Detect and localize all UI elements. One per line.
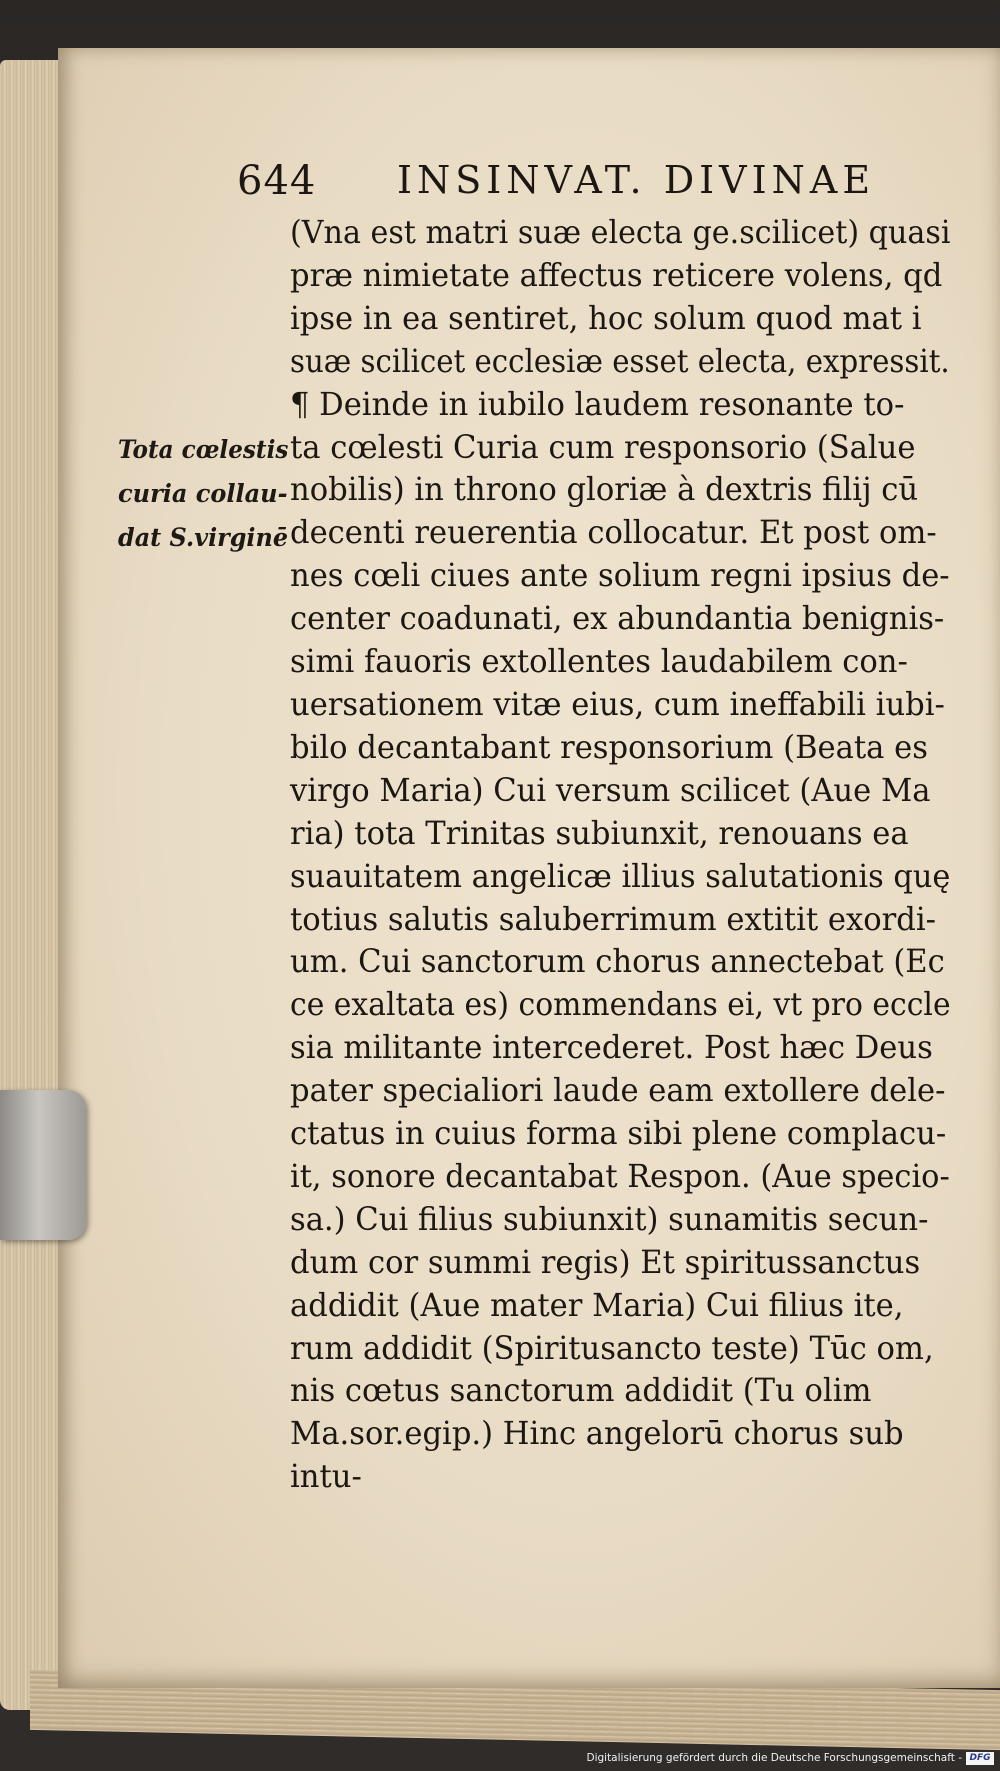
body-text xyxy=(290,212,970,1499)
text-line: simi fauoris extollentes laudabilem con- xyxy=(290,644,908,681)
text-line: ipse in ea sentiret, hoc solum quod mat i xyxy=(290,300,922,337)
text-line: totius salutis saluberrimum extitit exordi- xyxy=(290,901,936,938)
text-line: center coadunati, ex abundantia benignis- xyxy=(290,601,945,638)
text-line: virgo Maria) Cui versum scilicet (Aue Ma xyxy=(290,772,931,809)
digitization-credit xyxy=(586,1749,994,1767)
text-line: ce exaltata es) commendans ei, vt pro eccle xyxy=(290,987,951,1024)
text-line: intu- xyxy=(290,1459,362,1496)
credit-text: Digitalisierung gefördert durch die Deutsche Forschungsgemeinschaft - xyxy=(586,1752,962,1764)
page-header xyxy=(237,158,917,218)
text-line: nes cœli ciues ante solium regni ipsius de- xyxy=(290,558,950,595)
text-line: decenti reuerentia collocatur. Et post om- xyxy=(290,515,937,552)
text-line: suæ scilicet ecclesiæ esset electa, expressit. xyxy=(290,343,950,380)
text-line: ria) tota Trinitas subiunxit, renouans ea xyxy=(290,815,909,852)
dfg-logo: DFG xyxy=(966,1752,994,1765)
margin-note-line: Tota cœlestis xyxy=(118,435,289,464)
text-line: præ nimietate affectus reticere volens, qd xyxy=(290,257,943,294)
text-line: suauitatem angelicæ illius salutationis quę xyxy=(290,858,951,895)
text-line: ctatus in cuius forma sibi plene complacu- xyxy=(290,1116,947,1153)
text-line: pater specialiori laude eam extollere dele- xyxy=(290,1073,946,1110)
margin-note xyxy=(118,428,308,560)
text-line: ta cœlesti Curia cum responsorio (Salue xyxy=(290,429,916,466)
text-line: (Vna est matri suæ electa ge.scilicet) quasi xyxy=(290,215,951,251)
running-title: INSINVAT. DIVINAE xyxy=(397,158,876,202)
text-line: sa.) Cui filius subiunxit) sunamitis secun- xyxy=(290,1201,929,1238)
text-line: addidit (Aue mater Maria) Cui filius ite, xyxy=(290,1287,904,1324)
text-line: bilo decantabant responsorium (Beata es xyxy=(290,729,928,766)
text-line: rum addidit (Spiritusancto teste) Tūc om, xyxy=(290,1330,934,1367)
page-number: 644 xyxy=(237,158,317,204)
book-clip xyxy=(0,1090,86,1240)
text-line: it, sonore decantabat Respon. (Aue specio- xyxy=(290,1158,950,1195)
margin-note-line: curia collau- xyxy=(118,479,288,508)
text-line: ¶ Deinde in iubilo laudem resonante to- xyxy=(290,386,905,423)
margin-note-line: dat S.virginē xyxy=(118,523,289,552)
text-line: um. Cui sanctorum chorus annectebat (Ec xyxy=(290,944,945,981)
text-line: dum cor summi regis) Et spiritussanctus xyxy=(290,1244,921,1281)
text-line: sia militante intercederet. Post hæc Deus xyxy=(290,1030,933,1067)
text-line: nobilis) in throno gloriæ à dextris filij cū xyxy=(290,472,919,509)
text-line: nis cœtus sanctorum addidit (Tu olim xyxy=(290,1373,872,1410)
text-line: uersationem vitæ eius, cum ineffabili iubi- xyxy=(290,686,945,723)
text-line: Ma.sor.egip.) Hinc angelorū chorus sub xyxy=(290,1416,904,1453)
